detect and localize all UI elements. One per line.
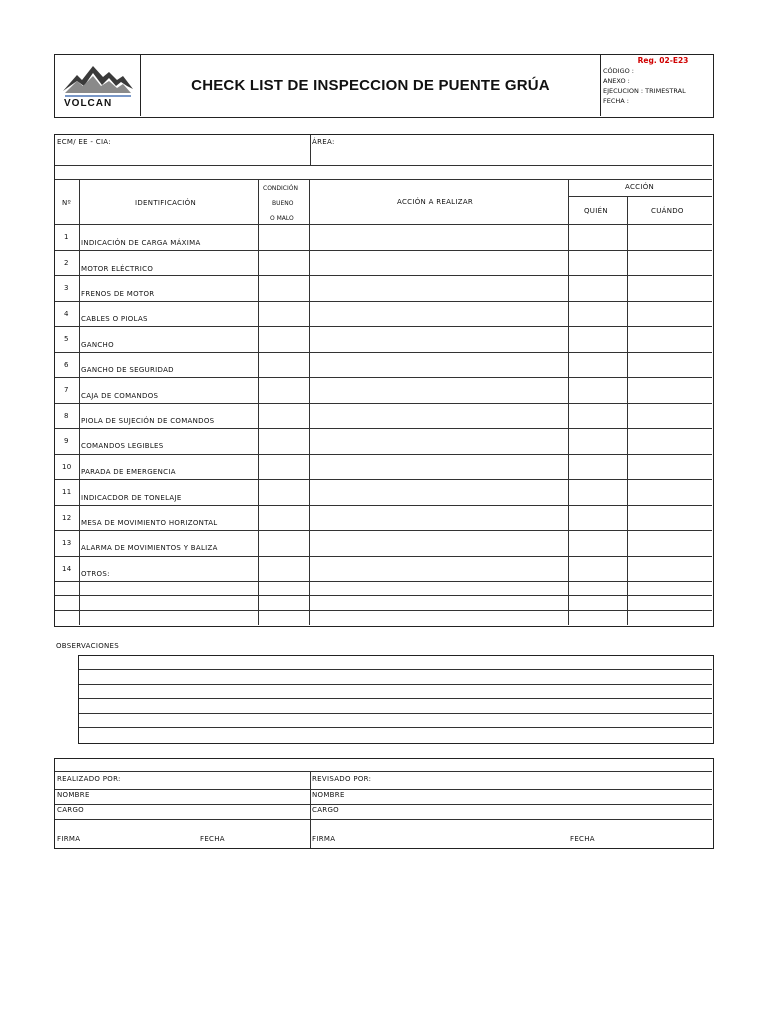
col-condicion-bueno: BUENO [272, 200, 294, 207]
page-title: CHECK LIST DE INSPECCION DE PUENTE GRÚA [191, 77, 550, 94]
anexo-label: ANEXO : [603, 77, 630, 85]
col-quien: QUIÉN [584, 207, 608, 215]
row-item: PARADA DE EMERGENCIA [81, 468, 176, 476]
codigo-label: CÓDIGO : [603, 67, 634, 75]
col-no: Nº [62, 199, 72, 207]
realizado-label: REALIZADO POR: [57, 775, 121, 783]
row-item: CAJA DE COMANDOS [81, 392, 159, 400]
row-number: 7 [64, 386, 69, 394]
ecm-label: ECM/ EE - CIA: [57, 138, 111, 146]
row-item: MESA DE MOVIMIENTO HORIZONTAL [81, 519, 218, 527]
ejecucion-label: EJECUCION : TRIMESTRAL [603, 87, 686, 95]
col-accion: ACCIÓN [625, 183, 655, 191]
row-item: MOTOR ELÉCTRICO [81, 265, 154, 273]
logo-text: VOLCAN [64, 98, 113, 109]
realizado-nombre-label: NOMBRE [57, 791, 90, 799]
row-number: 10 [62, 463, 72, 471]
row-number: 12 [62, 514, 72, 522]
row-item: GANCHO [81, 341, 114, 349]
row-number: 4 [64, 310, 69, 318]
row-number: 6 [64, 361, 69, 369]
area-label: ÁREA: [312, 138, 335, 146]
revisado-nombre-label: NOMBRE [312, 791, 345, 799]
revisado-fecha-label: FECHA [570, 835, 595, 843]
col-cuando: CUÁNDO [651, 207, 684, 215]
row-number: 5 [64, 335, 69, 343]
signature-table [54, 758, 714, 849]
row-number: 3 [64, 284, 69, 292]
realizado-cargo-label: CARGO [57, 806, 84, 814]
row-item: FRENOS DE MOTOR [81, 290, 155, 298]
realizado-fecha-label: FECHA [200, 835, 225, 843]
fecha-label: FECHA : [603, 97, 629, 105]
row-number: 14 [62, 565, 72, 573]
reg-code: Reg. 02-E23 [637, 56, 689, 65]
row-number: 2 [64, 259, 69, 267]
row-number: 1 [64, 233, 69, 241]
row-item: ALARMA DE MOVIMIENTOS Y BALIZA [81, 544, 218, 552]
observaciones-label: OBSERVACIONES [56, 642, 120, 650]
revisado-firma-label: FIRMA [312, 835, 336, 843]
row-number: 11 [62, 488, 72, 496]
row-item: INDICACIÓN DE CARGA MÁXIMA [81, 239, 201, 247]
row-item: OTROS: [81, 570, 110, 578]
row-number: 8 [64, 412, 69, 420]
row-item: GANCHO DE SEGURIDAD [81, 366, 174, 374]
logo [55, 55, 141, 116]
revisado-cargo-label: CARGO [312, 806, 339, 814]
realizado-firma-label: FIRMA [57, 835, 81, 843]
col-accion-realizar: ACCIÓN A REALIZAR [397, 198, 474, 206]
document-header [54, 54, 714, 118]
revisado-label: REVISADO POR: [312, 775, 372, 783]
col-condicion: CONDICIÓN [263, 185, 298, 192]
row-number: 13 [62, 539, 72, 547]
col-condicion-malo: O MALO [270, 215, 294, 222]
checklist-table [54, 134, 714, 627]
row-item: COMANDOS LEGIBLES [81, 442, 164, 450]
document-meta [601, 55, 713, 116]
row-item: CABLES O PIOLAS [81, 315, 148, 323]
row-item: PIOLA DE SUJECIÓN DE COMANDOS [81, 417, 215, 425]
row-item: INDICACDOR DE TONELAJE [81, 494, 182, 502]
observaciones-box[interactable] [78, 655, 714, 744]
row-number: 9 [64, 437, 69, 445]
title-box [141, 55, 601, 116]
col-identificacion: IDENTIFICACIÓN [135, 199, 196, 207]
